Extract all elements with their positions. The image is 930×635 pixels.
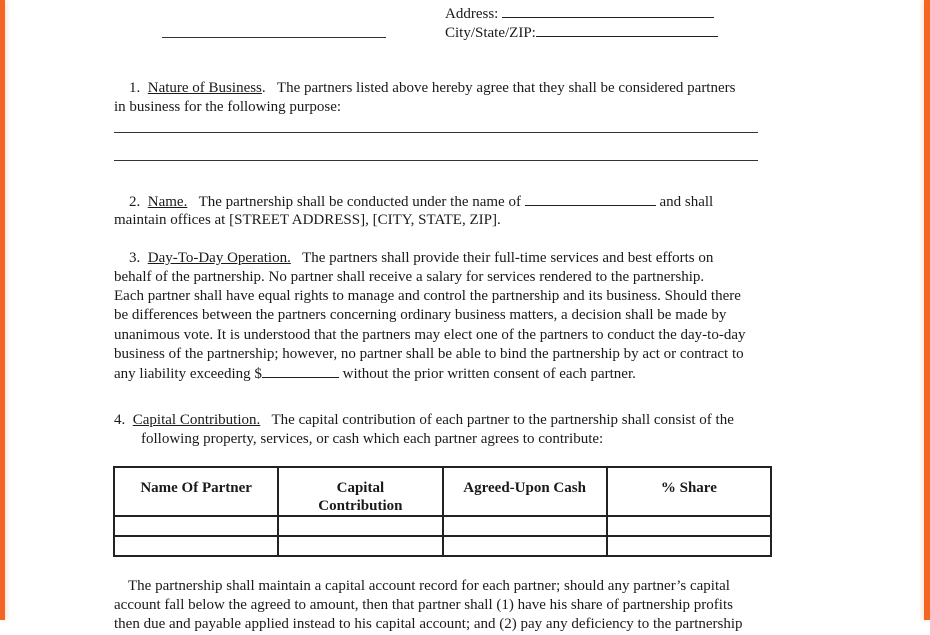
section-title: Day-To-Day Operation. bbox=[147, 250, 291, 266]
table-cell[interactable] bbox=[607, 516, 771, 536]
body-line: The partnership shall maintain a capital account record for each partner; should any partner’s capital bbox=[128, 578, 730, 594]
signature-line[interactable] bbox=[162, 37, 386, 38]
section-3-line-1 bbox=[129, 249, 713, 268]
section-title: Name. bbox=[147, 194, 188, 210]
table-cell[interactable] bbox=[278, 516, 442, 536]
address-blank[interactable] bbox=[502, 4, 714, 18]
header-agreed-upon-cash: Agreed-Upon Cash bbox=[443, 467, 607, 516]
section-title: Capital Contribution. bbox=[132, 412, 261, 428]
purpose-blank-line-1[interactable] bbox=[114, 132, 758, 133]
header-percent-share: % Share bbox=[607, 467, 771, 516]
header-text: Capital bbox=[336, 480, 385, 496]
header-text: Contribution bbox=[318, 498, 403, 514]
body-line: be differences between the partners concerning ordinary business matters, a decision shall be made by bbox=[114, 307, 727, 324]
table-header-row bbox=[114, 467, 771, 516]
body-text: without the prior written consent of each partner. bbox=[342, 365, 636, 382]
section-text: The capital contribution of each partner to the partnership shall consist of the bbox=[271, 412, 734, 428]
address-label: Address: bbox=[445, 6, 499, 22]
address-field bbox=[445, 4, 714, 24]
capital-contribution-table bbox=[113, 466, 772, 557]
table-cell[interactable] bbox=[114, 516, 278, 536]
table-cell[interactable] bbox=[278, 536, 442, 556]
city-state-zip-blank[interactable] bbox=[536, 23, 718, 37]
body-line: unanimous vote. It is understood that the partners may elect one of the partners to conduct the day-to-day bbox=[114, 326, 746, 343]
section-text: and shall bbox=[659, 194, 714, 210]
frame-border-right bbox=[924, 0, 930, 620]
section-text: The partnership shall be conducted under the name of bbox=[198, 194, 521, 210]
section-1-line-2: in business for the following purpose: bbox=[114, 99, 342, 115]
section-text: The partners listed above hereby agree that they shall be considered partners bbox=[276, 80, 736, 96]
table-cell[interactable] bbox=[443, 536, 607, 556]
city-state-zip-field bbox=[445, 23, 718, 43]
closing-paragraph bbox=[114, 577, 743, 635]
frame-border-left bbox=[0, 0, 5, 620]
section-title-punct: . bbox=[261, 80, 266, 96]
table-row bbox=[114, 516, 771, 536]
section-number: 3. bbox=[129, 250, 141, 266]
section-number: 1. bbox=[129, 80, 141, 96]
section-title: Nature of Business bbox=[147, 80, 262, 96]
header-name-of-partner: Name Of Partner bbox=[114, 467, 278, 516]
section-2-line-1 bbox=[129, 192, 713, 212]
liability-amount-blank[interactable] bbox=[262, 364, 339, 378]
partnership-name-blank[interactable] bbox=[525, 192, 656, 206]
table-row bbox=[114, 536, 771, 556]
section-3-body bbox=[114, 268, 745, 383]
section-2-line-2: maintain offices at [STREET ADDRESS], [CITY, STATE, ZIP]. bbox=[114, 212, 501, 228]
section-number: 2. bbox=[129, 194, 141, 210]
body-line: behalf of the partnership. No partner shall receive a salary for services rendered to the partnership. bbox=[114, 269, 705, 285]
body-line-last bbox=[114, 364, 745, 383]
table-cell[interactable] bbox=[607, 536, 771, 556]
body-line: business of the partnership; however, no partner shall be able to bind the partnership by act or contract to bbox=[114, 345, 744, 362]
table-cell[interactable] bbox=[114, 536, 278, 556]
header-capital-contribution bbox=[278, 467, 442, 516]
city-state-zip-label: City/State/ZIP: bbox=[445, 25, 536, 41]
body-text: any liability exceeding $ bbox=[114, 365, 262, 382]
section-1-line-1 bbox=[129, 79, 735, 98]
body-line: account fall below the agreed to amount, then that partner shall (1) have his share of partnership profits bbox=[114, 597, 733, 614]
body-line: then due and payable applied instead to his capital account; and (2) pay any deficiency to the partnership bbox=[114, 616, 743, 633]
section-4-line-2: following property, services, or cash which each partner agrees to contribute: bbox=[141, 431, 604, 447]
body-line: Each partner shall have equal rights to manage and control the partnership and its business. Should there bbox=[114, 288, 741, 305]
purpose-blank-line-2[interactable] bbox=[114, 160, 758, 161]
section-text: The partners shall provide their full-time services and best efforts on bbox=[302, 250, 714, 266]
section-4-line-1 bbox=[114, 411, 734, 430]
table-cell[interactable] bbox=[443, 516, 607, 536]
section-number: 4. bbox=[114, 412, 126, 428]
